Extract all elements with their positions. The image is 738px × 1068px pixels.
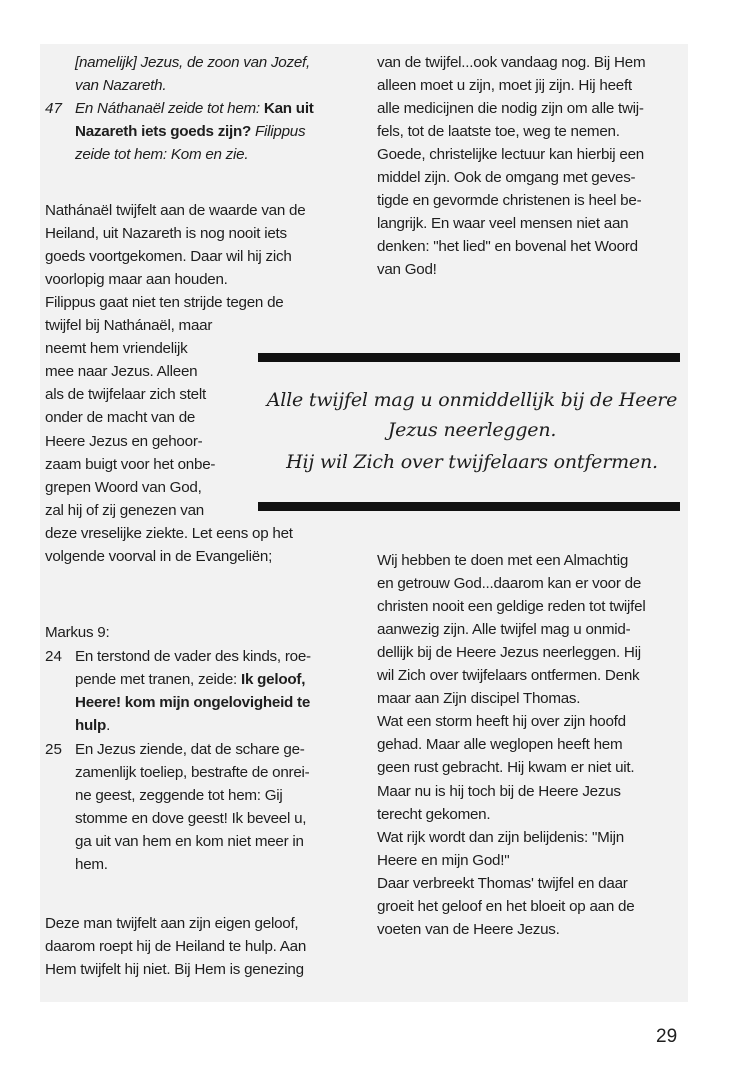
verse-47-line-2-bold: Nazareth iets goeds zijn? (75, 123, 252, 140)
verse-25-line-5: ga uit van hem en kom niet meer in (75, 833, 304, 851)
right-para1-line-6: middel zijn. Ook de omgang met geves- (377, 169, 636, 187)
right-para2-line-4: aanwezig zijn. Alle twijfel mag u onmid- (377, 621, 631, 639)
verse-25-line-2: zamenlijk toeliep, bestrafte de onrei- (75, 764, 310, 782)
verse-25-number: 25 (45, 741, 62, 758)
right-para2-line-2: en getrouw God...daarom kan er voor de (377, 575, 642, 593)
right-para1-line-1: van de twijfel...ook vandaag nog. Bij Hem (377, 54, 646, 71)
verse-47-line-1-italic: En Náthanaël zeide tot hem: (75, 100, 264, 117)
left-para1-line-14: zal hij of zij genezen van (45, 501, 204, 519)
right-para2-line-10: geen rust gebracht. Hij kwam er niet uit. (377, 759, 635, 777)
left-para1-line-5: Filippus gaat niet ten strijde tegen de (45, 294, 284, 312)
left-para1-line-4: voorlopig maar aan houden. (45, 271, 228, 289)
verse-25-line-1: En Jezus ziende, dat de schare ge- (75, 741, 305, 758)
verse-25-line-3: ne geest, zeggende tot hem: Gij (75, 787, 283, 805)
right-para1-line-2: alleen moet u zijn, moet jij zijn. Hij heeft (377, 77, 632, 95)
callout-line-2: Jezus neerleggen. (387, 419, 557, 441)
left-para1-line-7: neemt hem vriendelijk (45, 340, 188, 358)
verse-47-line-1 (75, 98, 314, 121)
right-para1-line-7: tigde en gevormde christenen is heel be- (377, 192, 642, 210)
verse-24-line-4-bold: hulp (75, 717, 107, 734)
callout-line-3: Hij wil Zich over twijfelaars ontfermen. (286, 451, 658, 473)
right-para2-line-16: groeit het geloof en het bloeit op aan de (377, 897, 635, 915)
callout-bottom-rule (258, 502, 680, 511)
right-para2-line-15: Daar verbreekt Thomas' twijfel en daar (377, 874, 628, 892)
verse-24-line-2 (75, 669, 305, 692)
callout-top-rule (258, 353, 680, 362)
left-para1-line-12: zaam buigt voor het onbe- (45, 455, 216, 473)
verse-24-line-1: En terstond de vader des kinds, roe- (75, 648, 311, 665)
left-para1-line-10: onder de macht van de (45, 409, 196, 427)
right-para1-line-3: alle medicijnen die nodig zijn om alle twij- (377, 100, 644, 118)
left-para2-line-2: daarom roept hij de Heiland te hulp. Aan (45, 938, 307, 956)
verse-47-line-3: zeide tot hem: Kom en zie. (75, 146, 249, 163)
right-para1-line-5: Goede, christelijke lectuur kan hierbij een (377, 146, 644, 164)
verse-47-number: 47 (45, 100, 62, 117)
right-para1-line-10: van God! (377, 261, 437, 279)
verse-24-bold-inline: Ik geloof, (241, 671, 306, 688)
left-para1-line-11: Heere Jezus en gehoor- (45, 432, 203, 450)
right-para2-line-11: Maar nu is hij toch bij de Heere Jezus (377, 782, 621, 800)
verse-24-end: . (106, 717, 111, 734)
left-para2-line-1: Deze man twijfelt aan zijn eigen geloof, (45, 915, 299, 932)
left-para1-line-8: mee naar Jezus. Alleen (45, 363, 198, 381)
intro-line-1: [namelijk] Jezus, de zoon van Jozef, (75, 54, 310, 71)
left-para1-line-13: grepen Woord van God, (45, 478, 202, 496)
right-para1-line-8: langrijk. En waar veel mensen niet aan (377, 215, 629, 233)
left-para1-line-3: goeds voortgekomen. Daar wil hij zich (45, 248, 292, 266)
right-para2-line-5: dellijk bij de Heere Jezus neerleggen. Hij (377, 644, 641, 662)
left-para1-line-16: volgende voorval in de Evangeliën; (45, 547, 273, 565)
right-para2-line-17: voeten van de Heere Jezus. (377, 920, 560, 938)
verse-25-line-4: stomme en dove geest! Ik beveel u, (75, 810, 307, 828)
left-para2-line-3: Hem twijfelt hij niet. Bij Hem is genezing (45, 961, 304, 979)
callout-line-1: Alle twijfel mag u onmiddellijk bij de Heere (266, 389, 678, 411)
right-para1-line-4: fels, tot de laatste toe, weg te nemen. (377, 123, 620, 141)
verse-24-line-4 (75, 715, 110, 738)
markus-heading: Markus 9: (45, 624, 110, 641)
right-para2-line-6: wil Zich over twijfelaars ontfermen. Denk (377, 667, 640, 685)
right-para2-line-12: terecht gekomen. (377, 805, 491, 823)
verse-47-line-2-italic: Filippus (251, 123, 306, 140)
right-para2-line-13: Wat rijk wordt dan zijn belijdenis: "Mijn (377, 828, 624, 846)
left-para1-line-1: Nathánaël twijfelt aan de waarde van de (45, 202, 306, 219)
right-para2-line-14: Heere en mijn God!" (377, 851, 510, 869)
right-para2-line-9: gehad. Maar alle weglopen heeft hem (377, 736, 623, 754)
verse-47-line-1-bold: Kan uit (263, 100, 314, 117)
left-para1-line-2: Heiland, uit Nazareth is nog nooit iets (45, 225, 287, 243)
page-number: 29 (656, 1026, 678, 1047)
verse-24-line-3: Heere! kom mijn ongelovigheid te (75, 694, 311, 711)
verse-24-number: 24 (45, 648, 62, 665)
right-para2-line-7: maar aan Zijn discipel Thomas. (377, 690, 581, 708)
right-para1-line-9: denken: "het lied" en bovenal het Woord (377, 238, 638, 256)
left-para1-line-6: twijfel bij Nathánaël, maar (45, 317, 213, 335)
intro-line-2: van Nazareth. (75, 77, 167, 94)
verse-47-line-2 (75, 121, 305, 144)
verse-25-line-6: hem. (75, 856, 108, 874)
verse-24-line-2-text: pende met tranen, zeide: (75, 671, 241, 688)
right-para2-line-1: Wij hebben te doen met een Almachtig (377, 552, 629, 569)
left-para1-line-15: deze vreselijke ziekte. Let eens op het (45, 524, 293, 542)
right-para2-line-8: Wat een storm heeft hij over zijn hoofd (377, 713, 626, 731)
right-para2-line-3: christen nooit een geldige reden tot twijfel (377, 598, 646, 616)
left-para1-line-9: als de twijfelaar zich stelt (45, 386, 206, 404)
